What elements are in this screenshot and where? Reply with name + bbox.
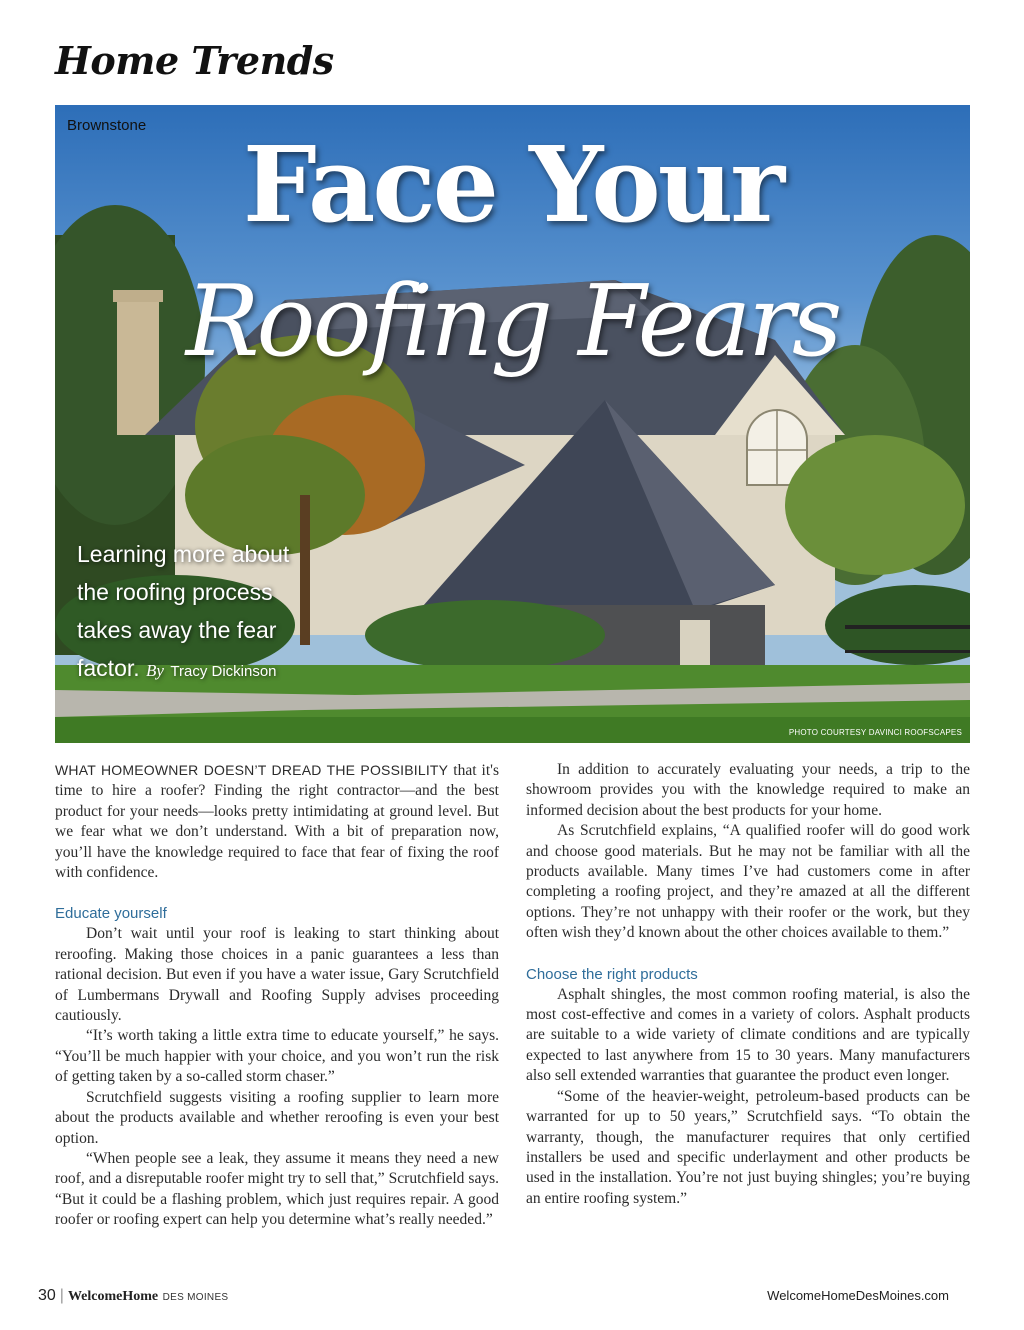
brownstone-label: Brownstone <box>67 117 147 134</box>
magazine-city: DES MOINES <box>162 1292 229 1303</box>
deck-line: takes away the fear <box>77 617 277 643</box>
intro-text: that it's time to hire a roofer? Finding the right contractor—and the best product for your needs—looks pretty intimidating at ground level. But we fear what we don’t understand. With a bit of preparation now, you’ll have the knowledge required to face that fear of fixing the roof with confidence. <box>55 762 499 882</box>
paragraph: Don’t wait until your roof is leaking to start thinking about reroofing. Making those choices in a panic guarantees a less than rational decision. But even if you have a water issue, Gary Scrutchfield of Lumbermans Drywall and Roofing Supply advises proceeding cautiously. <box>55 925 499 1025</box>
headline-line-2: Roofing Fears <box>185 265 840 379</box>
article-column-right <box>526 760 970 1209</box>
deck <box>77 535 407 691</box>
deck-line-with-byline <box>77 649 407 691</box>
deck-line: the roofing process <box>77 579 273 605</box>
paragraph: Asphalt shingles, the most common roofing material, is also the most cost-effective and comes in a variety of colors. Asphalt products are suitable to a wide variety of climate conditions and are typically expected to last anywhere from 15 to 30 years. Many manufacturers also sell extended warranties that guarantee the product even longer. <box>526 985 970 1085</box>
deck-line: factor. <box>77 655 140 681</box>
subhead-choose-products: Choose the right products <box>526 965 698 983</box>
lead-in: WHAT HOMEOWNER DOESN’T DREAD THE POSSIBILITY <box>55 762 449 778</box>
page-number: 30 <box>38 1287 56 1304</box>
paragraph: “It’s worth taking a little extra time to educate yourself,” he says. “You’ll be much happier with your choice, and you won’t run the risk of getting taken by a so-called storm chaser.” <box>55 1027 499 1086</box>
footer-url[interactable]: WelcomeHomeDesMoines.com <box>767 1288 949 1303</box>
intro-paragraph <box>55 760 499 883</box>
article-column-left <box>55 760 499 1231</box>
paragraph: “Some of the heavier-weight, petroleum-based products can be warranted for up to 50 years,” Scrutchfield says. “To obtain the warranty, though, the manufacturer requires that only certified installers be used and specific underlayment and other products be used in the installation. You’re not just buying shingles; you’re buying an entire roofing system.” <box>526 1087 970 1207</box>
deck-line: Learning more about <box>77 541 290 567</box>
subhead-educate-yourself: Educate yourself <box>55 905 167 923</box>
magazine-brand: WelcomeHome <box>67 1289 159 1304</box>
section-title: Home Trends <box>55 38 334 83</box>
paragraph: As Scrutchfield explains, “A qualified roofer will do good work and choose good materials. But he may not be familiar with all the products available. Many times I’ve had customers come in after completing a roofing project, and they’re amazed at all the different options. They’re not unhappy with their roofer or the work, but they often wish they’d known about the other choices available to them.” <box>526 822 970 942</box>
hero-photo <box>55 105 970 743</box>
paragraph: In addition to accurately evaluating your needs, a trip to the showroom provides you with the knowledge required to make an informed decision about the best products for your home. <box>526 761 970 819</box>
paragraph: Scrutchfield suggests visiting a roofing supplier to learn more about the products available and whether reroofing is even your best option. <box>55 1088 499 1147</box>
footer-separator: | <box>59 1287 64 1304</box>
footer-folio <box>38 1287 228 1305</box>
byline-by: By <box>146 661 164 680</box>
byline-author: Tracy Dickinson <box>170 663 277 680</box>
headline-line-1: Face Your <box>242 123 783 246</box>
paragraph: “When people see a leak, they assume it means they need a new roof, and a disreputable roofer might try to sell that,” Scrutchfield says. “But it could be a flashing problem, which just requires repair. A good roofer or roofing expert can help you determine what’s really needed.” <box>55 1149 499 1229</box>
photo-credit: PHOTO COURTESY DAVINCI ROOFSCAPES <box>788 728 962 737</box>
